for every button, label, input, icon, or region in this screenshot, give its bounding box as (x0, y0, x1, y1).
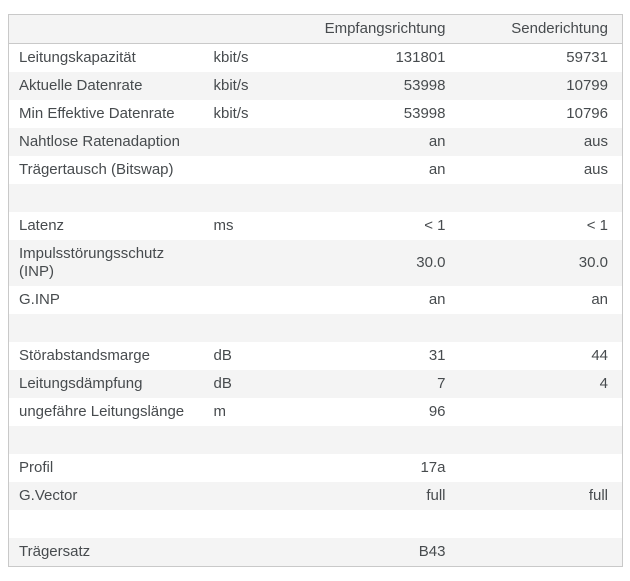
row-unit: kbit/s (213, 105, 249, 122)
row-value-receive: full (426, 487, 446, 504)
spacer-cell (9, 314, 623, 342)
table-row (9, 454, 623, 482)
table-row (9, 240, 623, 286)
row-value-send: 59731 (566, 49, 608, 66)
spacer-row (9, 184, 623, 212)
row-value-send: 4 (599, 375, 608, 392)
row-value-send: < 1 (586, 217, 608, 234)
row-value-send (456, 454, 623, 482)
spacer-row (9, 510, 623, 538)
spacer-cell (9, 184, 623, 212)
row-label: Aktuelle Datenrate (19, 77, 143, 94)
table-row (9, 286, 623, 314)
table-row (9, 212, 623, 240)
row-value-send (456, 538, 623, 567)
table-row (9, 398, 623, 426)
row-value-receive: 17a (420, 459, 446, 476)
spacer-row (9, 426, 623, 454)
table-row (9, 128, 623, 156)
row-value-receive: an (428, 133, 446, 150)
row-value-receive: 31 (428, 347, 446, 364)
row-value-receive: 30.0 (416, 254, 446, 271)
row-value-send: an (591, 291, 608, 308)
row-unit (204, 286, 296, 314)
table-row (9, 100, 623, 128)
row-label: Impulsstörungsschutz (INP) (19, 245, 165, 280)
row-value-send: 30.0 (578, 254, 608, 271)
row-label: G.INP (19, 291, 60, 308)
row-unit (204, 156, 296, 184)
row-value-receive: an (428, 161, 446, 178)
row-label: Latenz (19, 217, 65, 234)
row-unit (204, 538, 296, 567)
row-value-receive: 131801 (395, 49, 446, 66)
row-unit (204, 482, 296, 510)
row-unit: kbit/s (213, 49, 249, 66)
header-receive-direction: Empfangsrichtung (296, 15, 456, 44)
row-unit: dB (213, 347, 232, 364)
row-label: Störabstandsmarge (19, 347, 150, 364)
spacer-cell (9, 510, 623, 538)
row-unit: dB (213, 375, 232, 392)
row-label: Profil (19, 459, 54, 476)
row-label: Trägersatz (19, 543, 91, 560)
header-label-column (9, 15, 204, 44)
table-row (9, 370, 623, 398)
row-label: Trägertausch (Bitswap) (19, 161, 174, 178)
row-value-send: 10796 (566, 105, 608, 122)
table-row (9, 44, 623, 73)
header-send-direction: Senderichtung (456, 15, 623, 44)
row-label: G.Vector (19, 487, 78, 504)
table-row (9, 72, 623, 100)
row-label: Min Effektive Datenrate (19, 105, 175, 122)
row-value-receive: an (428, 291, 446, 308)
row-unit: kbit/s (213, 77, 249, 94)
table-row (9, 538, 623, 567)
row-unit (204, 128, 296, 156)
row-value-receive: 53998 (403, 77, 446, 94)
row-unit: ms (213, 217, 234, 234)
row-unit (204, 454, 296, 482)
row-value-send: full (588, 487, 608, 504)
table-header-row (9, 15, 623, 44)
row-value-send: 10799 (566, 77, 608, 94)
row-label: Leitungsdämpfung (19, 375, 143, 392)
table-row (9, 482, 623, 510)
row-value-receive: < 1 (424, 217, 446, 234)
row-label: Leitungskapazität (19, 49, 136, 66)
row-unit: m (213, 403, 226, 420)
table-row (9, 342, 623, 370)
spacer-row (9, 314, 623, 342)
row-value-send: aus (583, 161, 608, 178)
spacer-cell (9, 426, 623, 454)
header-unit-column (204, 15, 296, 44)
row-value-receive: B43 (418, 543, 446, 560)
dsl-statistics-table (8, 14, 623, 567)
row-value-receive: 53998 (403, 105, 446, 122)
row-value-send: aus (583, 133, 608, 150)
row-label: Nahtlose Ratenadaption (19, 133, 180, 150)
row-value-receive: 96 (428, 403, 446, 420)
row-value-receive: 7 (437, 375, 446, 392)
row-unit (204, 240, 296, 286)
row-label: ungefähre Leitungslänge (19, 403, 185, 420)
table-row (9, 156, 623, 184)
row-value-send (456, 398, 623, 426)
row-value-send: 44 (591, 347, 608, 364)
